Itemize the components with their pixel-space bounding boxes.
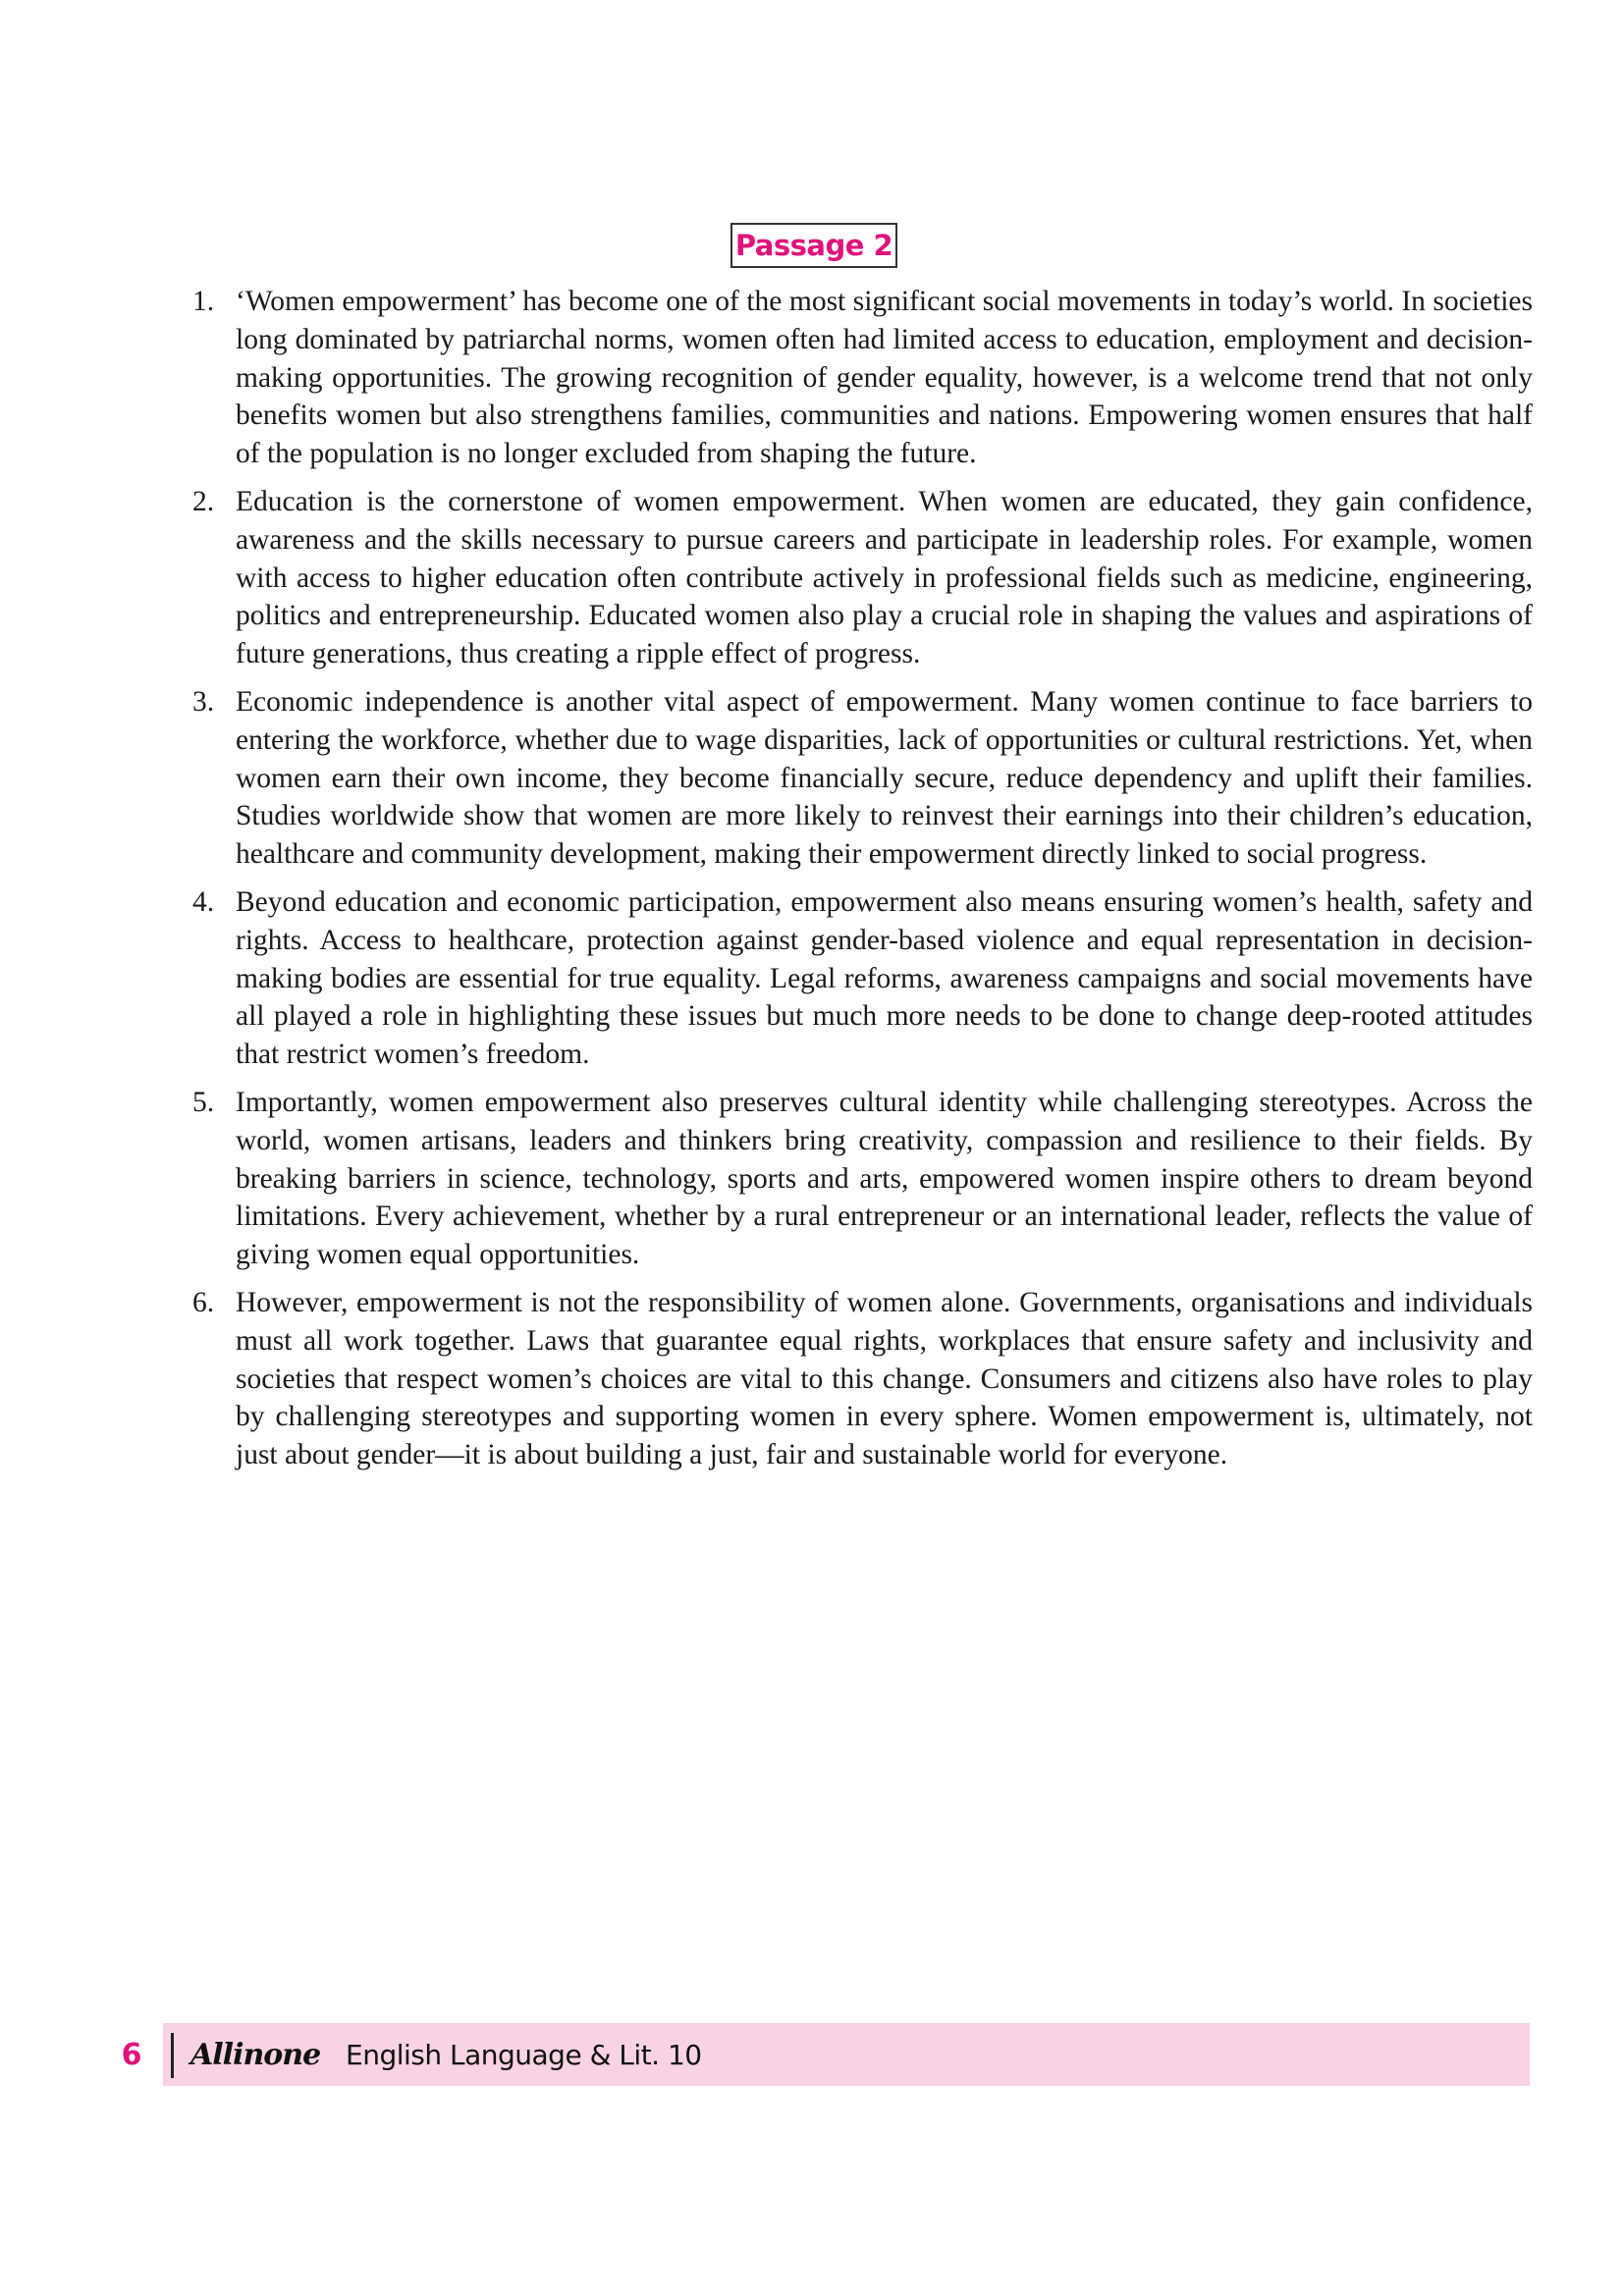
paragraph-number: 3. [192,685,215,718]
book-title: English Language & Lit. 10 [346,2038,702,2071]
paragraph-2 [192,483,1533,673]
paragraph-text: ‘Women empowerment’ has become one of the most significant social movements in today’s world. In societies long dominated by patriarchal norms, women often had limited access to education, employment and decision-making opportunities. The growing recognition of gender equality, however, is a welcome trend that not only benefits women but also strengthens families, communities and nations. Empowering women ensures that half of the population is no longer excluded from shaping the future. [236,286,1533,470]
passage-body [192,283,1533,1474]
paragraph-4 [192,883,1533,1074]
paragraph-number: 6. [192,1286,215,1318]
paragraph-6 [192,1284,1533,1474]
paragraph-text: Beyond education and economic participation, empowerment also means ensuring women’s health, safety and rights. Access to healthcare, protection against gender-based violence and equal representation in decision-making bodies are essential for true equality. Legal reforms, awareness campaigns and social movements have all played a role in highlighting these issues but much more needs to be done to change deep-rooted attitudes that restrict women’s freedom. [236,885,1533,1071]
page-footer [100,2023,1530,2086]
paragraph-3 [192,683,1533,874]
paragraph-text: Education is the cornerstone of women empowerment. When women are educated, they gain confidence, awareness and the skills necessary to pursue careers and participate in leadership roles. For example, women with access to higher education often contribute actively in professional fields such as medicine, engineering, politics and entrepreneurship. Educated women also play a crucial role in shaping the values and aspirations of future generations, thus creating a ripple effect of progress. [236,485,1533,670]
paragraph-1 [192,283,1533,473]
page-number: 6 [100,2023,163,2086]
footer-divider [171,2033,174,2078]
paragraph-text: However, empowerment is not the responsibility of women alone. Governments, organisations and individuals must all work together. Laws that guarantee equal rights, workplaces that ensure safety and inclusivity and societies that respect women’s choices are vital to this change. Consumers and citizens also have roles to play by challenging stereotypes and supporting women in every sphere. Women empowerment is, ultimately, not just about gender—it is about building a just, fair and sustainable world for everyone. [236,1286,1533,1471]
brand-logo: Allinone [190,2037,321,2072]
paragraph-number: 2. [192,485,215,517]
paragraph-number: 5. [192,1086,215,1118]
paragraph-number: 1. [192,286,215,317]
paragraph-5 [192,1084,1533,1274]
paragraph-text: Importantly, women empowerment also preserves cultural identity while challenging stereotypes. Across the world, women artisans, leaders and thinkers bring creativity, compassion and resilience to their fields. By breaking barriers in science, technology, sports and arts, empowered women inspire others to dream beyond limitations. Every achievement, whether by a rural entrepreneur or an international leader, reflects the value of giving women equal opportunities. [236,1086,1533,1271]
paragraph-text: Economic independence is another vital aspect of empowerment. Many women continue to face barriers to entering the workforce, whether due to wage disparities, lack of opportunities or cultural restrictions. Yet, when women earn their own income, they become financially secure, reduce dependency and uplift their families. Studies worldwide show that women are more likely to reinvest their earnings into their children’s education, healthcare and community development, making their empowerment directly linked to social progress. [236,685,1533,871]
paragraph-number: 4. [192,885,215,918]
passage-title: Passage 2 [730,223,897,268]
